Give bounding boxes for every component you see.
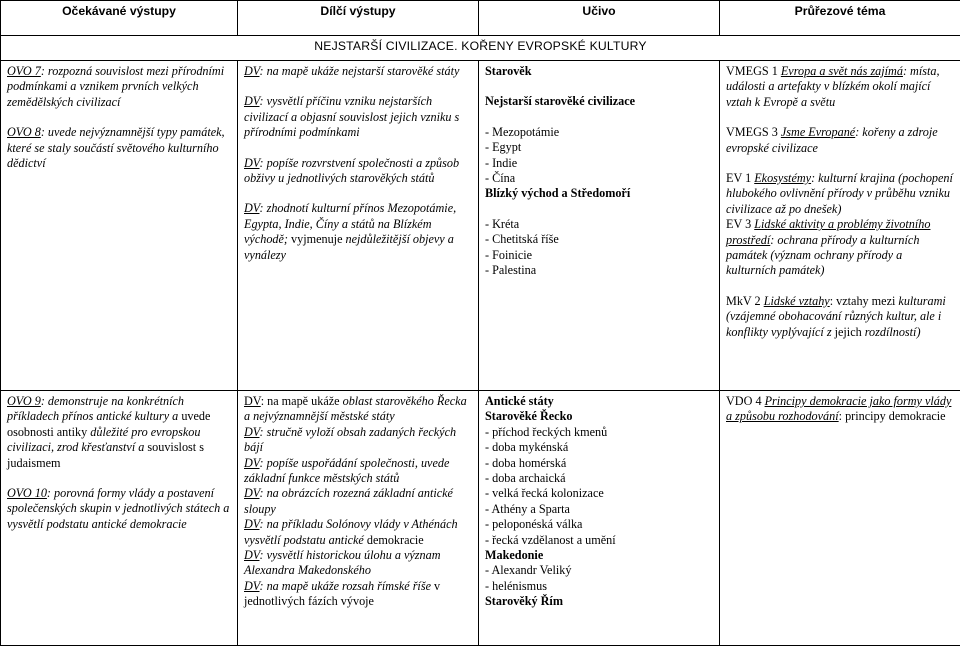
- list-item: - Palestina: [485, 263, 713, 278]
- curriculum-subheading: Blízký východ a Středomoří: [485, 186, 631, 201]
- theme-entry: EV 3 Lidské aktivity a problémy životního prostředí: ochrana přírody a kulturních památek (význam ochrany přírody a kulturních památek): [726, 217, 931, 278]
- list-item: - velká řecká kolonizace: [485, 486, 713, 501]
- outcome-ovo8: OVO 8: uvede nejvýznamnější typy památek, které se staly součástí světového kulturního dědictví: [7, 125, 225, 171]
- section-title: NEJSTARŠÍ CIVILIZACE. KOŘENY EVROPSKÉ KULTURY: [1, 36, 960, 61]
- list-item: - Kréta: [485, 217, 713, 232]
- partial-outcome: DV: vysvětlí historickou úlohu a význam Alexandra Makedonského: [244, 548, 441, 578]
- theme-entry: MkV 2 Lidské vztahy: vztahy mezi kulturami (vzájemné obohacování různých kultur, ale i konflikty vyplývající z jejich rozdílností): [726, 293, 946, 339]
- theme-cell: [720, 61, 960, 391]
- header-curriculum: Učivo: [479, 1, 720, 36]
- list-item: - doba archaická: [485, 471, 713, 486]
- list-item: - Čína: [485, 171, 713, 186]
- curriculum-cell: [479, 61, 720, 391]
- list-item: - Egypt: [485, 140, 713, 155]
- list-item: - Indie: [485, 156, 713, 171]
- list-item: - příchod řeckých kmenů: [485, 425, 713, 440]
- partial-outcomes-cell: [238, 61, 479, 391]
- curriculum-subheading: Makedonie: [485, 548, 544, 563]
- theme-entry: VMEGS 1 Evropa a svět nás zajímá: místa, události a artefakty v blízkém okolí mající vztah k Evropě a světu: [726, 64, 940, 109]
- curriculum-heading: Starověk: [485, 64, 532, 78]
- table-row: [1, 391, 960, 646]
- partial-outcome: DV: vysvětlí příčinu vzniku nejstarších civilizací a objasní souvislost jejich vzniku s přírodními podmínkami: [244, 94, 460, 140]
- header-row: [1, 1, 960, 36]
- partial-outcome: DV: na obrázcích rozezná základní antické sloupy: [244, 486, 453, 516]
- partial-outcome: DV: na mapě ukáže nejstarší starověké státy: [244, 64, 460, 78]
- partial-outcomes-cell: [238, 391, 479, 646]
- expected-outcomes-cell: [1, 391, 238, 646]
- partial-outcome: DV: popíše rozvrstvení společnosti a způsob obživy u jednotlivých starověkých států: [244, 155, 460, 186]
- theme-entry: VDO 4 Principy demokracie jako formy vlády a způsobu rozhodování: principy demokracie: [726, 394, 952, 424]
- outcome-ovo9: OVO 9: demonstruje na konkrétních příkladech přínos antické kultury a uvede osobnosti antiky důležité pro evropskou civilizaci, zrod křesťanství a souvislost s judaismem: [7, 394, 211, 470]
- list-item: - doba homérská: [485, 456, 713, 471]
- header-cross-curricular-theme: Průřezové téma: [720, 1, 960, 36]
- partial-outcome: DV: zhodnotí kulturní přínos Mezopotámie, Egypta, Indie, Číny a států na Blízkém východě; vyjmenuje nejdůležitější objevy a vynálezy: [244, 201, 457, 262]
- list-item: - Foinicie: [485, 248, 713, 263]
- theme-cell: [720, 391, 960, 646]
- section-row: [1, 36, 960, 61]
- curriculum-subheading: Starověké Řecko: [485, 409, 573, 424]
- expected-outcomes-cell: [1, 61, 238, 391]
- header-partial-outcomes: Dílčí výstupy: [238, 1, 479, 36]
- curriculum-subheading: Nejstarší starověké civilizace: [485, 94, 636, 109]
- partial-outcome: DV: popíše uspořádání společnosti, uvede základní funkce městských států: [244, 455, 450, 486]
- curriculum-list: [485, 217, 713, 279]
- partial-outcome: DV: stručně vyloží obsah zadaných řeckých bájí: [244, 424, 457, 455]
- list-item: - Chetitská říše: [485, 232, 713, 247]
- outcome-ovo7: OVO 7: rozpozná souvislost mezi přírodními podmínkami a vznikem prvních velkých zemědělských civilizací: [7, 64, 225, 109]
- list-item: - helénismus: [485, 579, 713, 594]
- header-expected-outcomes: Očekávané výstupy: [1, 1, 238, 36]
- list-item: - peloponéská válka: [485, 517, 713, 532]
- curriculum-cell: [479, 391, 720, 646]
- outcome-ovo10: OVO 10: porovná formy vlády a postavení společenských skupin v jednotlivých státech a vysvětlí podstatu antické demokracie: [7, 486, 230, 531]
- curriculum-list: [485, 563, 713, 594]
- partial-outcome: DV: na mapě ukáže rozsah římské říše v jednotlivých fázích vývoje: [244, 578, 441, 609]
- curriculum-heading: Antické státy: [485, 394, 554, 408]
- partial-outcome: DV: na příkladu Solónovy vlády v Athénách vysvětlí podstatu antické demokracie: [244, 517, 458, 547]
- list-item: - Athény a Sparta: [485, 502, 713, 517]
- list-item: - Mezopotámie: [485, 125, 713, 140]
- curriculum-list: [485, 125, 713, 187]
- list-item: - řecká vzdělanost a umění: [485, 533, 713, 548]
- theme-entry: EV 1 Ekosystémy: kulturní krajina (pochopení hlubokého ovlivnění přírody v průběhu vzniku civilizace až po dnešek): [726, 171, 953, 216]
- curriculum-list: [485, 425, 713, 548]
- theme-entry: VMEGS 3 Jsme Evropané: kořeny a zdroje evropské civilizace: [726, 125, 938, 155]
- table-row: [1, 61, 960, 391]
- partial-outcome: DV: na mapě ukáže oblast starověkého Řecka a nejvýznamnější městské státy: [244, 394, 467, 424]
- list-item: - Alexandr Veliký: [485, 563, 713, 578]
- list-item: - doba mykénská: [485, 440, 713, 455]
- curriculum-subheading: Starověký Řím: [485, 594, 563, 609]
